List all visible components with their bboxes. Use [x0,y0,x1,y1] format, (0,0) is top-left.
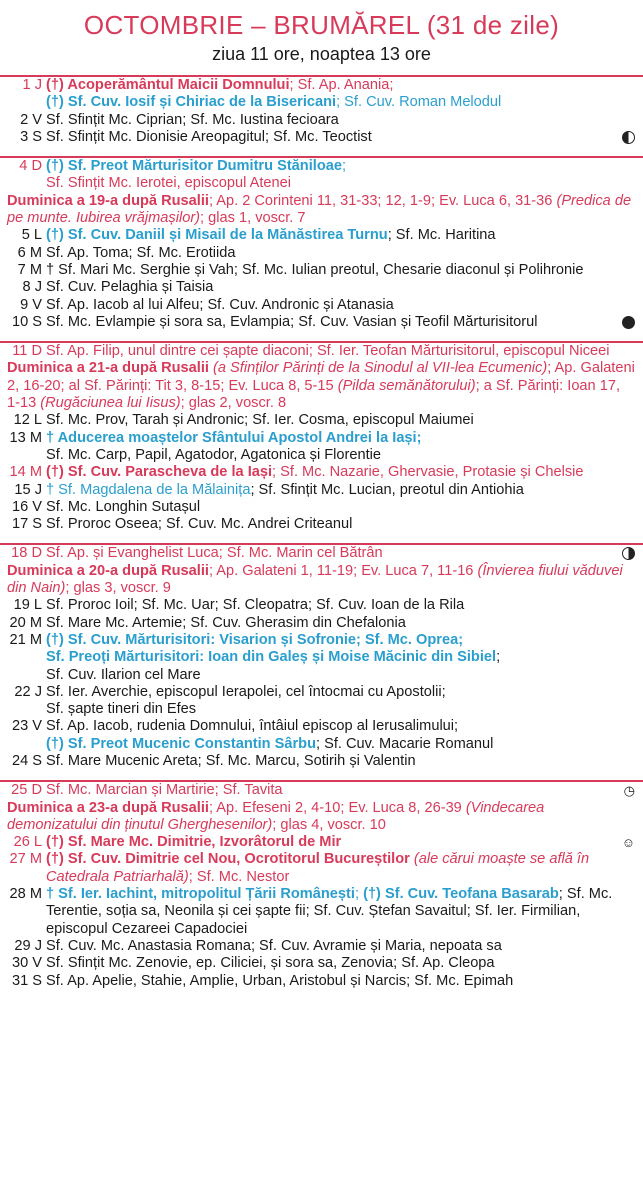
sunday-reading: Duminica a 21-a după Rusalii (a Sfinților Părinți de la Sinodul al VII-lea Ecumenic); Ap. Galateni 2, 16-20; al Sf. Părinți: Tit 3, 8-15; Ev. Luca 8, 5-15 (Pilda semănătorului); a Sf. Părinți: Ioan 17, 1-13 (Rugăciunea lui Iisus); glas 2, voscr. 8 [7,360,635,412]
sunday-reading: Duminica a 19-a după Rusalii; Ap. 2 Corinteni 11, 31-33; 12, 1-9; Ev. Luca 6, 31-36 (Predica de pe munte. Iubirea vrăjmașilor); glas 1, voscr. 7 [7,192,632,227]
day-number: 24 S [11,752,42,769]
day-number: 14 M [9,464,42,481]
day-text: Sf. Mare Mc. Artemie; Sf. Cuv. Gherasim din Chefalonia [46,614,406,631]
day-number: 19 L [13,597,42,614]
day-entry [0,973,643,990]
day-entry [0,516,643,533]
day-entry [0,464,643,481]
day-entry [0,129,643,146]
day-number: 12 L [13,412,42,429]
day-entry [0,886,643,938]
day-text: Sf. Sfințit Mc. Zenovie, ep. Ciliciei, și sora sa, Zenovia; Sf. Ap. Cleopa [46,955,495,972]
day-text: (†) Acoperământul Maicii Domnului; Sf. Ap. Anania; (†) Sf. Cuv. Iosif și Chiriac de la Bisericani; Sf. Cuv. Roman Melodul [46,77,502,111]
day-number: 3 S [20,128,42,145]
day-number: 20 M [9,614,42,631]
new-moon-icon [622,316,635,329]
week-section [0,156,643,331]
day-text: (†) Sf. Cuv. Mărturisitori: Visarion și Sofronie; Sf. Mc. Oprea; Sf. Preoți Mărturisitori: Ioan din Galeș și Moise Măcinic din Sibiel; Sf. Cuv. Ilarion cel Mare [46,631,501,683]
day-entry [0,955,643,972]
day-entry [0,430,643,465]
sunday-reading: Duminica a 20-a după Rusalii; Ap. Galateni 1, 11-19; Ev. Luca 7, 11-16 (Învierea fiului văduvei din Nain); glas 3, voscr. 9 [7,562,623,597]
day-text: Sf. Mc. Evlampie și sora sa, Evlampia; Sf. Cuv. Vasian și Teofil Mărturisitorul [46,314,637,331]
day-number: 25 D [11,782,42,799]
day-text: Sf. Sfințit Mc. Ciprian; Sf. Mc. Iustina fecioara [46,111,339,128]
week-section [0,780,643,990]
day-number: 8 J [22,279,42,296]
day-text: Sf. Ap. Toma; Sf. Mc. Erotiida [46,244,236,261]
day-number: 22 J [14,683,42,700]
day-entry [0,782,643,799]
day-number: 7 M [17,261,42,278]
page-subtitle: ziua 11 ore, noaptea 13 ore [212,44,431,64]
day-entry [0,77,643,112]
day-entry [0,545,643,562]
day-text: Sf. Mc. Marcian și Martirie; Sf. Tavita ◷ [46,782,635,799]
day-number: 31 S [11,972,42,989]
page-title: OCTOMBRIE – BRUMĂREL (31 de zile) [83,10,560,40]
day-entry [0,262,643,279]
day-entry [0,343,643,360]
day-entry [0,227,643,244]
day-entry [0,245,643,262]
day-number: 27 M [9,851,42,868]
day-number: 29 J [14,937,42,954]
day-entry [0,482,643,499]
day-number: 26 L [13,834,42,851]
moon-first-quarter-icon [622,547,635,560]
day-text: (†) Sf. Cuv. Dimitrie cel Nou, Ocrotitorul Bucureștilor (ale cărui moaște se află în Catedrala Patriarhală); Sf. Mc. Nestor [46,851,590,885]
day-number: 4 D [19,158,42,175]
day-text: Sf. Mc. Prov, Tarah și Andronic; Sf. Ier. Cosma, episcopul Maiumei [46,412,474,429]
day-entry [0,718,643,753]
day-number: 23 V [11,718,42,735]
day-number: 28 M [9,886,42,903]
day-number: 5 L [21,227,42,244]
day-entry [0,297,643,314]
day-entry [0,753,643,770]
day-number: 1 J [22,77,42,93]
day-text: † Sf. Ier. Iachint, mitropolitul Țării Românești; (†) Sf. Cuv. Teofana Basarab; Sf. Mc. Terentie, soția sa, Neonila și cei șapte fii; Sf. Cuv. Ștefan Savaitul; Sf. Ier. Firmilian, episcopul Cezareei Capadociei [46,886,613,937]
day-number: 9 V [20,296,42,313]
day-text: Sf. Cuv. Pelaghia și Taisia [46,279,214,296]
day-text: (†) Sf. Cuv. Parascheva de la Iași; Sf. Mc. Nazarie, Ghervasie, Protasie și Chelsie [46,464,584,481]
day-text: (†) Sf. Cuv. Daniil și Misail de la Mănăstirea Turnu; Sf. Mc. Haritina [46,227,496,244]
day-text: Sf. Cuv. Mc. Anastasia Romana; Sf. Cuv. Avramie și Maria, nepoata sa [46,937,502,954]
day-number: 6 M [17,244,42,261]
day-number: 21 M [9,631,42,648]
day-entry [0,158,643,193]
week-section [0,341,643,533]
clock-icon: ◷ [623,783,635,799]
day-text: † Aducerea moaștelor Sfântului Apostol Andrei la Iași; Sf. Mc. Carp, Papil, Agatodor, Agatonica și Florentie [46,429,422,463]
day-text: Sf. Ier. Averchie, episcopul Ierapolei, cel întocmai cu Apostolii; Sf. șapte tineri din Efes [46,683,446,718]
day-text: Sf. Ap. Filip, unul dintre cei șapte diaconi; Sf. Ier. Teofan Mărturisitorul, episcopul Niceei [46,343,610,360]
day-text: (†) Sf. Preot Mărturisitor Dumitru Stăniloae; Sf. Sfințit Mc. Ierotei, episcopul Atenei [46,158,347,192]
day-number: 15 J [14,481,42,498]
week-section [0,543,643,770]
day-text: Sf. Ap. Apelie, Stahie, Amplie, Urban, Aristobul și Narcis; Sf. Mc. Epimah [46,972,514,989]
day-entry [0,597,643,614]
day-text: Sf. Mare Mucenic Areta; Sf. Mc. Marcu, Sotirih și Valentin [46,752,416,769]
day-text: Sf. Proroc Ioil; Sf. Mc. Uar; Sf. Cleopatra; Sf. Cuv. Ioan de la Rila [46,597,465,614]
day-entry [0,615,643,632]
day-number: 13 M [9,429,42,446]
day-entry [0,851,643,886]
day-number: 11 D [12,343,42,360]
smile-icon: ☺ [621,835,635,851]
day-entry [0,684,643,719]
day-entry [0,499,643,516]
day-number: 17 S [11,516,42,533]
day-text: Sf. Ap. Iacob al lui Alfeu; Sf. Cuv. Andronic și Atanasia [46,296,394,313]
day-entry [0,314,643,331]
day-text: Sf. Ap. Iacob, rudenia Domnului, întâiul episcop al Ierusalimului; (†) Sf. Preot Mucenic Constantin Sârbu; Sf. Cuv. Macarie Romanul [46,718,494,752]
day-text: Sf. Mc. Longhin Sutașul [46,498,201,515]
day-entry [0,412,643,429]
day-number: 2 V [20,111,42,128]
day-entry [0,632,643,684]
day-text: Sf. Ap. și Evanghelist Luca; Sf. Mc. Marin cel Bătrân [46,545,637,562]
day-number: 10 S [11,313,42,330]
day-entry [0,112,643,129]
sunday-reading: Duminica a 23-a după Rusalii; Ap. Efeseni 2, 4-10; Ev. Luca 8, 26-39 (Vindecarea demonizatului din ținutul Gherghesenilor); glas 4, voscr. 10 [7,799,545,833]
week-section [0,75,643,146]
day-text: † Sf. Magdalena de la Mălainița; Sf. Sfințit Mc. Lucian, preotul din Antiohia [46,481,524,498]
day-entry [0,279,643,296]
day-text: (†) Sf. Mare Mc. Dimitrie, Izvorâtorul de Mir ☺ [46,834,635,851]
day-number: 30 V [11,955,42,972]
moon-last-quarter-icon [622,131,635,144]
day-number: 16 V [11,498,42,515]
day-entry [0,834,643,851]
day-text: † Sf. Mari Mc. Serghie și Vah; Sf. Mc. Iulian preotul, Chesarie diaconul și Polihronie [46,261,584,278]
day-entry [0,938,643,955]
day-number: 18 D [11,545,42,562]
day-text: Sf. Proroc Oseea; Sf. Cuv. Mc. Andrei Criteanul [46,516,353,533]
day-text: Sf. Sfințit Mc. Dionisie Areopagitul; Sf. Mc. Teoctist [46,129,637,146]
